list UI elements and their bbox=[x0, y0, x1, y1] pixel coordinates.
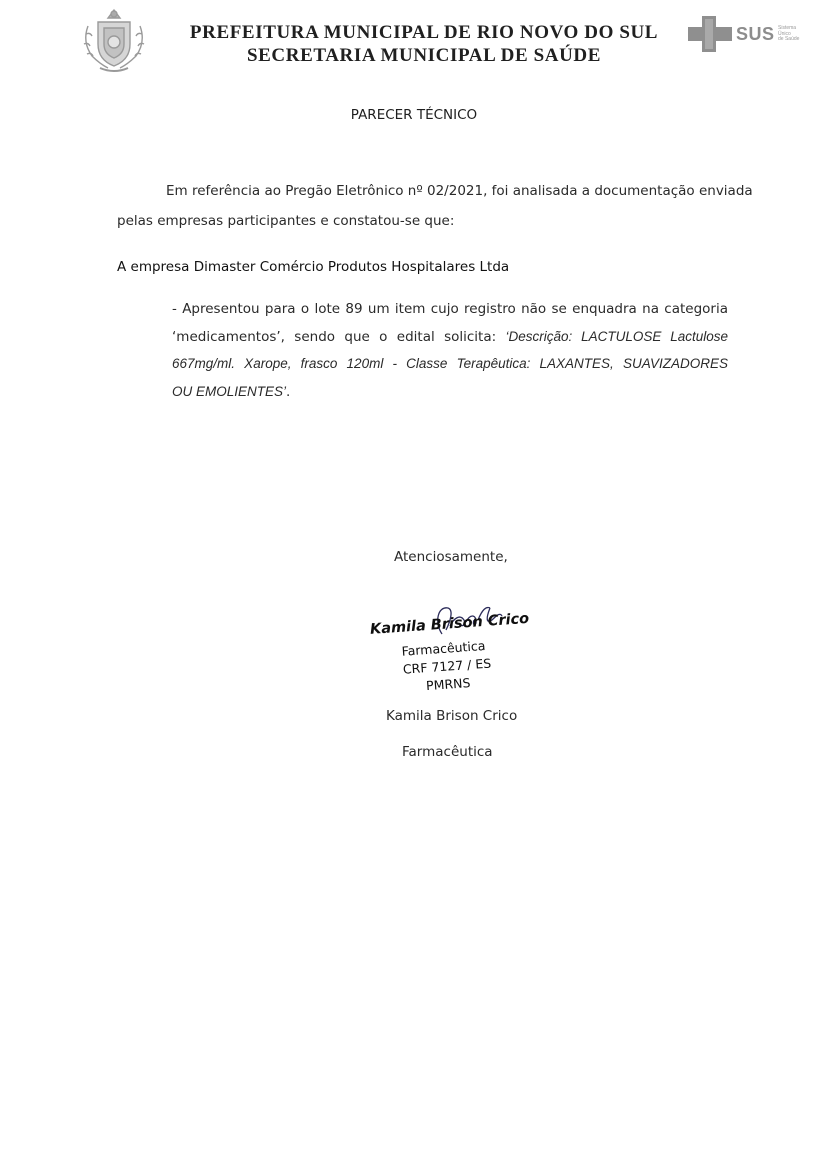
header-department: SECRETARIA MUNICIPAL DE SAÚDE bbox=[246, 45, 601, 66]
document-title: PARECER TÉCNICO bbox=[350, 107, 478, 123]
finding-line-1: - Apresentou para o lote 89 um item cujo registro não se enquadra na categoria bbox=[172, 301, 728, 317]
finding-line-3: 667mg/ml. Xarope, frasco 120ml - Classe Terapêutica: LAXANTES, SUAVIZADORES bbox=[172, 356, 728, 371]
municipal-coat-of-arms-icon bbox=[78, 4, 150, 74]
company-name: A empresa Dimaster Comércio Produtos Hospitalares Ltda bbox=[117, 259, 510, 275]
sus-logo-caption: Sistema Único de Saúde bbox=[778, 25, 800, 42]
closing-salutation: Atenciosamente, bbox=[394, 549, 508, 565]
header-municipality: PREFEITURA MUNICIPAL DE RIO NOVO DO SUL bbox=[189, 22, 659, 43]
stamp-organization: PMRNS bbox=[425, 675, 471, 694]
stamp-name: Kamila Brison Crico bbox=[369, 610, 530, 638]
stamp-role: Farmacêutica bbox=[401, 637, 486, 659]
signer-role: Farmacêutica bbox=[402, 744, 493, 760]
intro-paragraph-line-1: Em referência ao Pregão Eletrônico nº 02/2021, foi analisada a documentação enviada bbox=[166, 183, 753, 199]
intro-paragraph-line-2: pelas empresas participantes e constatou-se que: bbox=[117, 213, 455, 229]
finding-line-4: OU EMOLIENTES’. bbox=[172, 384, 291, 400]
signer-name: Kamila Brison Crico bbox=[386, 708, 518, 724]
pharmacist-stamp bbox=[368, 590, 530, 710]
finding-line-2: ‘medicamentos’, sendo que o edital solicita: ‘Descrição: LACTULOSE Lactulose bbox=[172, 329, 728, 345]
stamp-registration: CRF 7127 / ES bbox=[402, 655, 492, 677]
sus-logo-text: SUS bbox=[736, 24, 775, 44]
